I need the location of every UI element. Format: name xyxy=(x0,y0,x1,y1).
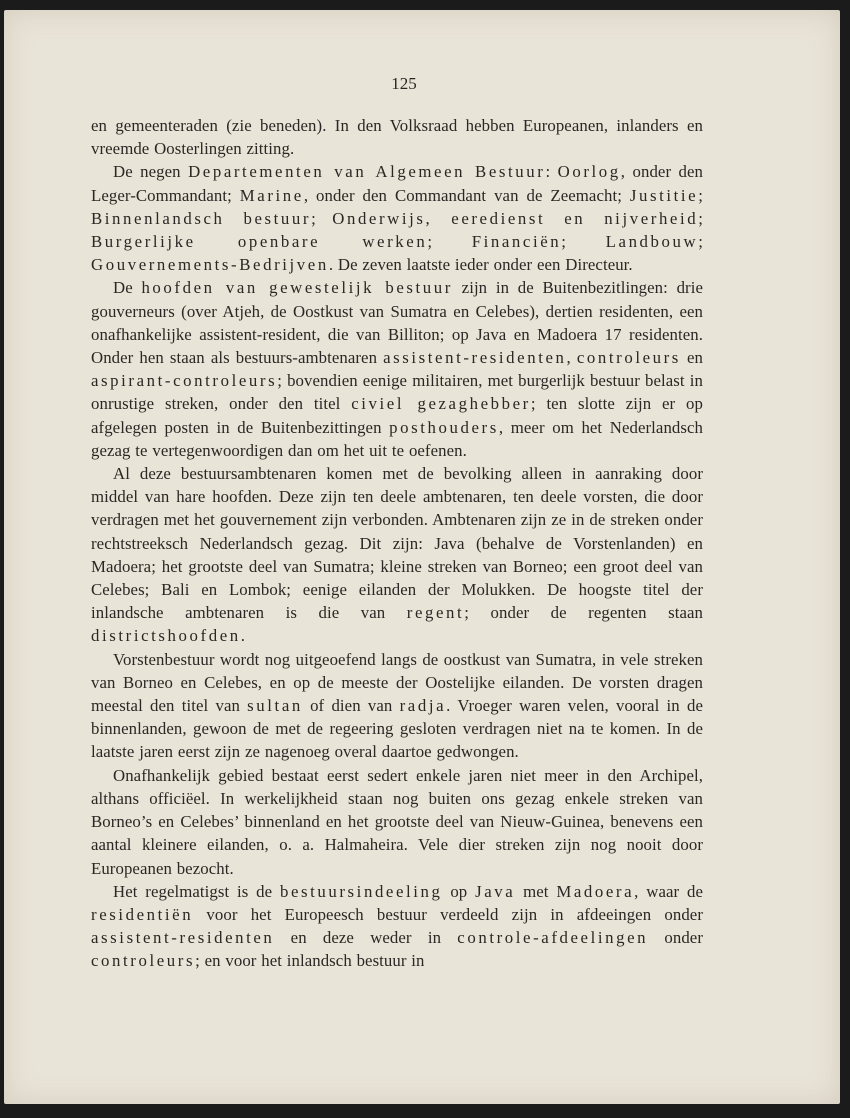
spaced-term: controleurs xyxy=(576,348,681,368)
text-run: op xyxy=(442,881,476,901)
paragraph xyxy=(91,462,703,648)
body-text xyxy=(91,114,703,973)
text-run: ; xyxy=(698,232,703,252)
text-run: of dien van xyxy=(302,696,400,716)
spaced-term: hoofden van gewestelijk bestuur xyxy=(141,278,453,298)
text-run: ; xyxy=(427,232,472,252)
spaced-term: Departementen van Algemeen Bestuur xyxy=(188,162,546,182)
spaced-term: assistent-residenten xyxy=(383,348,567,368)
text-run: : xyxy=(545,162,558,182)
spaced-term: controleurs xyxy=(91,951,196,971)
spaced-term: civiel gezaghebber xyxy=(351,394,531,414)
text-run: ; xyxy=(561,232,606,252)
spaced-term: sultan xyxy=(247,696,303,716)
spaced-term: residentiën xyxy=(91,904,194,924)
spaced-term: Financiën xyxy=(471,232,562,252)
spaced-term: Burgerlijke openbare werken xyxy=(91,232,428,252)
text-run: Al deze bestuursambtenaren komen met de bevolking alleen in aanraking door middel van hare hoofden. Deze zijn ten deele ambtenaren, ten deele vorsten, die door verdragen met het gouvernement zijn verbonden. Ambtenaren zijn ze in de streken onder rechtstreeksch Nederlandsch gezag. Dit zijn: Java (behalve de Vorstenlanden) en Madoera; het grootste deel van Sumatra; kleine streken van Borneo; een groot deel van Celebes; Bali en Lombok; eenige eilanden der Molukken. De hoogste titel der inlandsche ambtenaren is die van xyxy=(91,464,703,623)
text-run: Vorstenbestuur wordt nog uitgeoefend langs de oostkust van Sumatra, in vele streken van Borneo en Celebes, en op de meeste der Oostelijke eilanden. De vorsten dragen meestal den titel van xyxy=(91,649,703,716)
text-run: ; onder de regenten staan xyxy=(464,603,703,623)
spaced-term: Madoera xyxy=(556,881,635,901)
text-run: zijn in de Buitenbezitlingen: drie gouverneurs (over Atjeh, de Oostkust van Sumatra en Celebes), dertien residenten, een onafhankelijke assistent-resident, die van Billiton; op Java en Madoera 17 residenten. Onder hen staan als bestuurs-ambtenaren xyxy=(91,278,704,368)
page-number: 125 xyxy=(391,74,417,93)
text-run: , onder den Commandant van de Zeemacht; xyxy=(303,185,630,205)
spaced-term: Landbouw xyxy=(605,232,699,252)
text-run: . De zeven laatste ieder onder een Directeur. xyxy=(328,255,633,275)
spaced-term: controle-afdeelingen xyxy=(457,928,649,948)
text-run: , waar de xyxy=(634,881,703,901)
text-run: , onder den Leger-Commandant; xyxy=(91,162,704,205)
spaced-term: Justitie xyxy=(629,185,699,205)
paragraph xyxy=(91,114,703,160)
text-run: Onafhankelijk gebied bestaat eerst sedert enkele jaren niet meer in den Archipel, althans officiëel. In werkelijkheid staan nog buiten ons gezag enkele streken van Borneo’s en Celebes’ binnenland en het grootste deel van Nieuw-Guinea, benevens een aantal kleinere eilanden, o. a. Halmaheira. Vele dier streken zijn nog nooit door Europeanen bezocht. xyxy=(91,765,703,878)
spaced-term: districtshoofden xyxy=(91,626,241,646)
text-run: en xyxy=(680,348,703,368)
text-run: ; en voor het inlandsch bestuur in xyxy=(195,951,425,971)
paragraph xyxy=(91,764,703,880)
text-run: De xyxy=(113,278,142,298)
paragraph xyxy=(91,276,703,462)
spaced-term: regent xyxy=(406,603,465,623)
paragraph xyxy=(91,160,703,276)
spaced-term: aspirant-controleurs xyxy=(91,371,278,391)
spaced-term: Marine xyxy=(239,185,304,205)
text-run: en gemeenteraden (zie beneden). In den Volksraad hebben Europeanen, inlanders en vreemde Oosterlingen zitting. xyxy=(91,116,703,159)
spaced-term: Java xyxy=(475,881,516,901)
text-run: Het regelmatigst is de xyxy=(113,881,280,901)
text-run: met xyxy=(515,881,557,901)
text-run: voor het Europeesch bestuur verdeeld zijn in afdeeingen onder xyxy=(193,904,703,924)
paragraph xyxy=(91,648,703,764)
spaced-term: Onderwijs, eeredienst en nijverheid xyxy=(332,208,699,228)
text-run: . Vroeger waren velen, vooral in de binnenlanden, gewoon de met de regeering gesloten verdragen niet na te komen. In de laatste jaren eerst zijn ze nagenoeg overal daartoe gedwongen. xyxy=(91,696,704,762)
spaced-term: Oorlog xyxy=(557,162,621,182)
text-run: en deze weder in xyxy=(274,928,458,948)
text-run: ; xyxy=(698,185,703,205)
text-run: . xyxy=(240,626,246,646)
spaced-term: bestuursindeeling xyxy=(279,881,443,901)
text-run: onder xyxy=(648,928,703,948)
text-run: ; ten slotte zijn er op afgelegen posten in de Buitenbezittingen xyxy=(91,394,703,437)
text-run: , meer om het Nederlandsch gezag te vertegenwoordigen dan om het uit te oefenen. xyxy=(91,417,704,460)
spaced-term: Binnenlandsch bestuur xyxy=(91,208,312,228)
book-page xyxy=(4,10,840,1104)
spaced-term: posthouders xyxy=(389,417,499,437)
text-run: De negen xyxy=(113,162,189,182)
spaced-term: assistent-residenten xyxy=(91,928,275,948)
spaced-term: radja xyxy=(399,696,447,716)
text-run: ; xyxy=(698,208,703,228)
spaced-term: Gouvernements-Bedrijven xyxy=(91,255,329,275)
paragraph xyxy=(91,880,703,973)
text-run: ; bovendien eenige militairen, met burgerlijk bestuur belast in onrustige streken, onder den titel xyxy=(91,371,703,414)
text-run: , xyxy=(566,348,577,368)
text-run: ; xyxy=(311,208,333,228)
